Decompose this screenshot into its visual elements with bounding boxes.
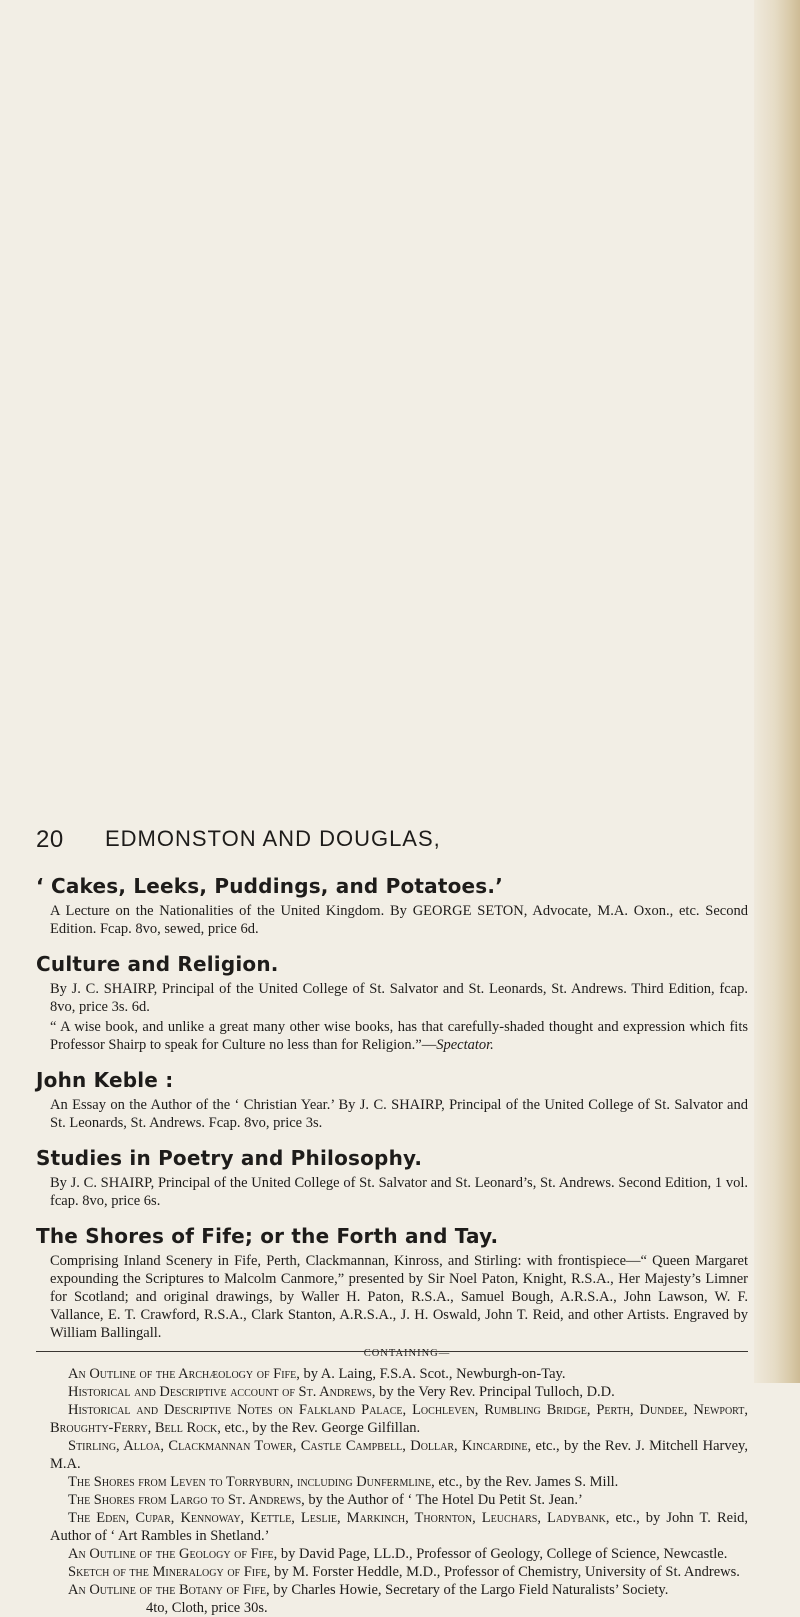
contents-item-subject: An Outline of the Archæology of Fife, bbox=[68, 1366, 300, 1382]
contents-item-author: by M. Forster Heddle, M.D., Professor of Chemistry, University of St. Andrews. bbox=[270, 1564, 740, 1580]
contents-list bbox=[36, 1365, 748, 1599]
bottom-rule bbox=[36, 1351, 748, 1352]
entry-description: An Essay on the Author of the ‘ Christian Year.’ By J. C. SHAIRP, Principal of the United College of St. Salvator and St. Leonards, St. Andrews. Fcap. 8vo, price 3s. bbox=[50, 1097, 748, 1131]
contents-item bbox=[36, 1437, 748, 1473]
entry-title: Culture and Religion. bbox=[36, 952, 279, 976]
contents-item bbox=[36, 1581, 748, 1599]
contents-item-author: etc., by the Rev. George Gilfillan. bbox=[220, 1420, 421, 1436]
contents-item-subject: An Outline of the Botany of Fife, bbox=[68, 1582, 270, 1598]
entry-title: The Shores of Fife; or the Forth and Tay. bbox=[36, 1224, 499, 1248]
entry-studies-poetry bbox=[36, 1146, 748, 1210]
contents-item-author: by the Author of ‘ The Hotel Du Petit St. Jean.’ bbox=[304, 1492, 583, 1508]
page-number: 20 bbox=[36, 826, 64, 853]
contents-item-author: by David Page, LL.D., Professor of Geology, College of Science, Newcastle. bbox=[277, 1546, 728, 1562]
running-title: EDMONSTON AND DOUGLAS, bbox=[105, 826, 441, 851]
contents-item-subject: An Outline of the Geology of Fife, bbox=[68, 1546, 278, 1562]
price-line: 4to, Cloth, price 30s. bbox=[146, 1600, 268, 1616]
contents-item bbox=[36, 1473, 748, 1491]
catalogue-content bbox=[36, 874, 748, 1617]
contents-item-author: etc., by the Rev. J. Mitchell Harvey, M.A. bbox=[50, 1438, 748, 1472]
entry-cakes-leeks bbox=[36, 874, 748, 938]
containing-label: CONTAINING— bbox=[363, 1348, 451, 1359]
entry-title: John Keble : bbox=[36, 1068, 174, 1092]
contents-item bbox=[36, 1545, 748, 1563]
contents-item bbox=[36, 1365, 748, 1383]
entry-description: A Lecture on the Nationalities of the United Kingdom. By GEORGE SETON, Advocate, M.A. Oxon., etc. Second Edition. Fcap. 8vo, sewed, price 6d. bbox=[50, 903, 748, 937]
contents-item-subject: Historical and Descriptive account of St. Andrews, bbox=[68, 1384, 376, 1400]
contents-item-author: by the Very Rev. Principal Tulloch, D.D. bbox=[375, 1384, 615, 1400]
contents-item bbox=[36, 1383, 748, 1401]
entry-description: By J. C. SHAIRP, Principal of the United College of St. Salvator and St. Leonard’s, St. Andrews. Second Edition, 1 vol. fcap. 8vo, price 6s. bbox=[50, 1175, 748, 1209]
entry-description: By J. C. SHAIRP, Principal of the United College of St. Salvator and St. Leonards, St. Andrews. Third Edition, fcap. 8vo, price 3s. 6d. bbox=[50, 981, 748, 1015]
page-edge-shadow bbox=[754, 0, 800, 1383]
contents-item bbox=[36, 1509, 748, 1545]
entry-john-keble bbox=[36, 1068, 748, 1132]
contents-item bbox=[36, 1563, 748, 1581]
contents-item-subject: Sketch of the Mineralogy of Fife, bbox=[68, 1564, 271, 1580]
contents-item-author: etc., by John T. Reid, Author of ‘ Art Rambles in Shetland.’ bbox=[50, 1510, 748, 1544]
contents-item-author: by A. Laing, F.S.A. Scot., Newburgh-on-Tay. bbox=[299, 1366, 566, 1382]
entry-culture-religion bbox=[36, 952, 748, 1054]
contents-item-subject: Stirling, Alloa, Clackmannan Tower, Castle Campbell, Dollar, Kincardine, bbox=[68, 1438, 532, 1454]
contents-item-subject: The Eden, Cupar, Kennoway, Kettle, Leslie, Markinch, Thornton, Leuchars, Ladybank, bbox=[68, 1510, 610, 1526]
quote-source: Spectator. bbox=[436, 1037, 494, 1053]
contents-item-author: by Charles Howie, Secretary of the Largo Field Naturalists’ Society. bbox=[269, 1582, 669, 1598]
contents-item-subject: The Shores from Largo to St. Andrews, bbox=[68, 1492, 305, 1508]
entry-shores-of-fife bbox=[36, 1224, 748, 1617]
contents-item-subject: The Shores from Leven to Torryburn, including Dunfermline, bbox=[68, 1474, 435, 1490]
contents-item bbox=[36, 1491, 748, 1509]
entry-title: Studies in Poetry and Philosophy. bbox=[36, 1146, 423, 1170]
contents-item-subject: Historical and Descriptive Notes on Falkland Palace, Lochleven, Rumbling Bridge, Perth, Dundee, Newport, Broughty-Ferry, Bell Rock, bbox=[50, 1402, 748, 1436]
quote-text: “ A wise book, and unlike a great many other wise books, has that carefully-shaded thought and expression which fits Professor Shairp to speak for Culture no less than for Religion.”— bbox=[50, 1019, 748, 1053]
entry-title: ‘ Cakes, Leeks, Puddings, and Potatoes.’ bbox=[36, 874, 504, 898]
contents-item bbox=[36, 1401, 748, 1437]
review-quote bbox=[36, 1018, 748, 1054]
entry-description: Comprising Inland Scenery in Fife, Perth, Clackmannan, Kinross, and Stirling: with frontispiece—“ Queen Margaret expounding the Scriptures to Malcolm Canmore,” presented by Sir Noel Paton, Knight, R.S.A., Her Majesty’s Limner for Scotland; and original drawings, by Waller H. Paton, R.S.A., Samuel Bough, A.R.S.A., John Lawson, W. F. Vallance, E. T. Crawford, R.S.A., Clark Stanton, A.R.S.A., J. H. Oswald, John T. Reid, and other Artists. Engraved by William Ballingall. bbox=[50, 1253, 748, 1341]
contents-item-author: etc., by the Rev. James S. Mill. bbox=[434, 1474, 619, 1490]
